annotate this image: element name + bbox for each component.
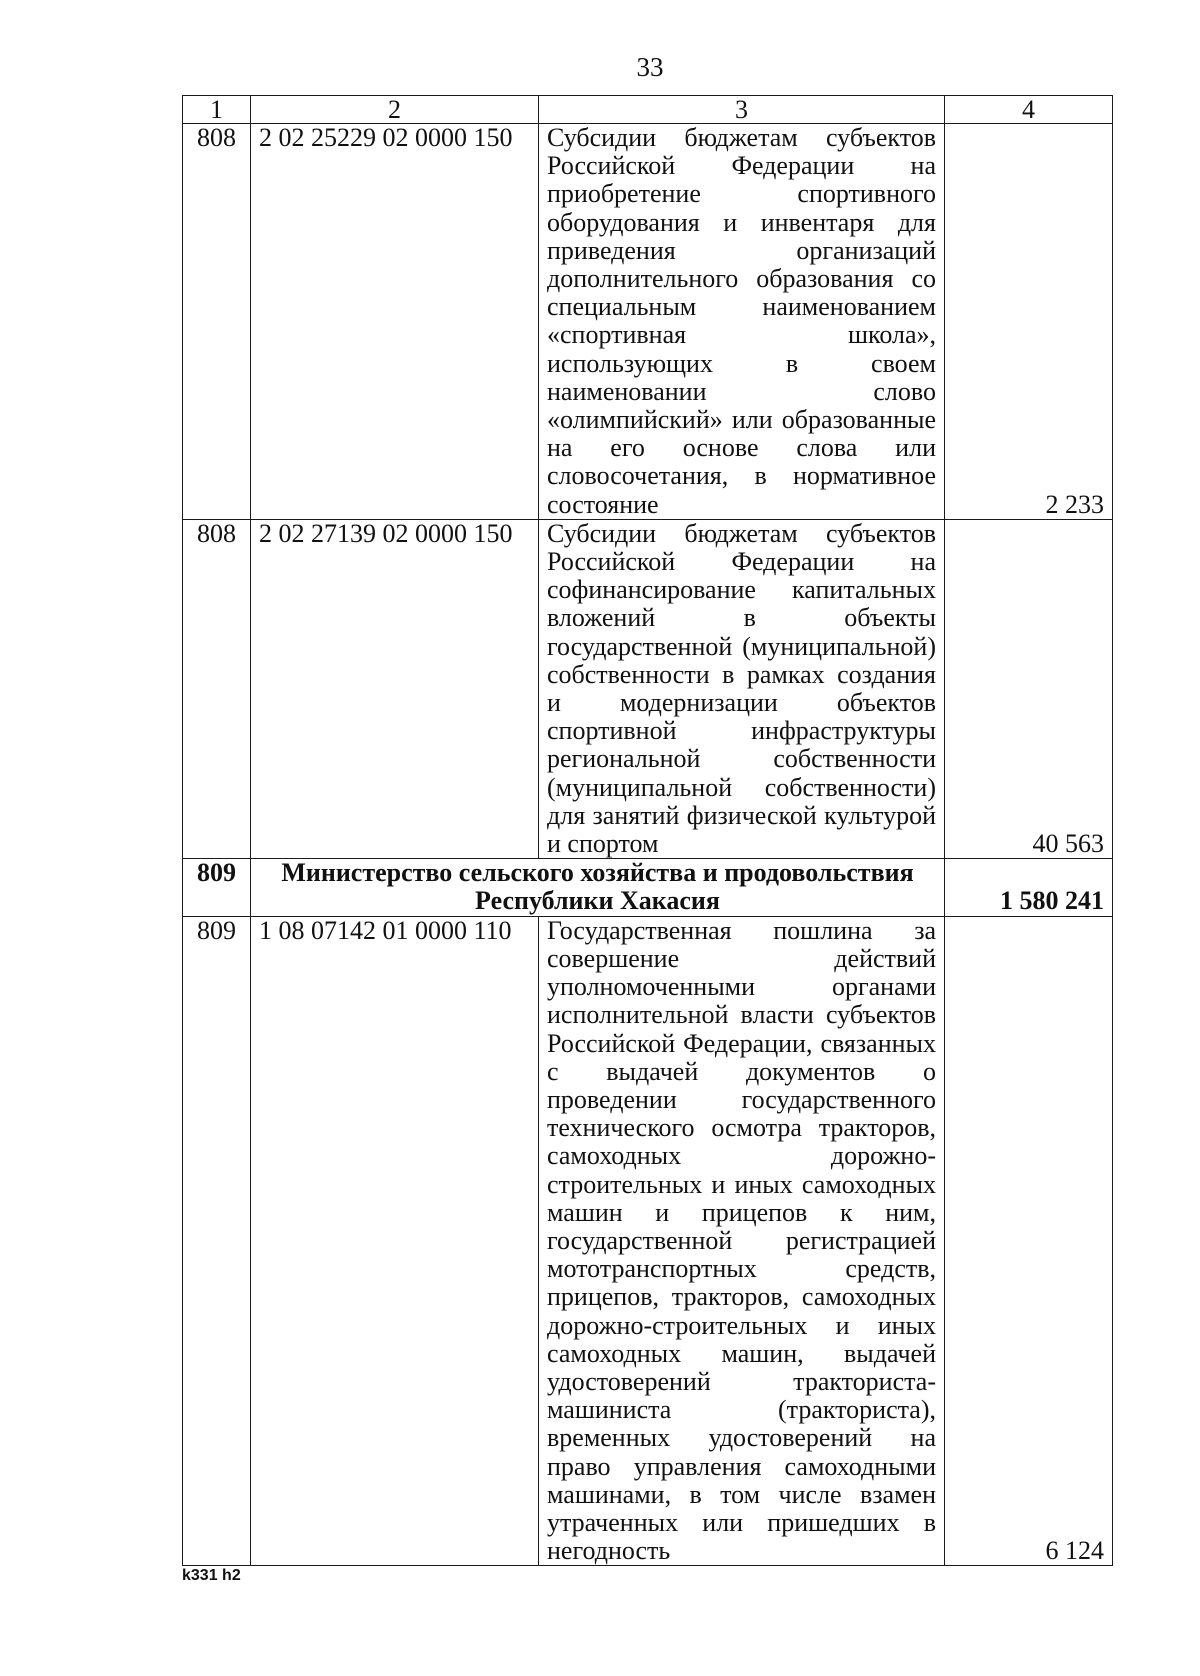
column-header-2: 2 — [251, 96, 539, 124]
admin-code-cell: 808 — [183, 124, 251, 520]
table-row — [183, 124, 1113, 520]
revenue-code-cell: 2 02 27139 02 0000 150 — [251, 519, 539, 858]
amount-cell: 40 563 — [945, 519, 1113, 858]
table-row — [183, 916, 1113, 1566]
agency-name-cell: Министерство сельского хозяйства и продовольствия Республики Хакасия — [251, 859, 945, 916]
revenue-table — [182, 95, 1113, 1566]
description-cell: Субсидии бюджетам субъектов Российской Федерации на приобретение спортивного оборудования и инвентаря для приведения организаций дополнительного образования со специальным наименованием «спортивная школа», использующих в своем наименовании слово «олимпийский» или образованные на его основе слова или словосочетания, в нормативное состояние — [539, 124, 945, 520]
description-cell: Государственная пошлина за совершение действий уполномоченными органами исполнительной власти субъектов Российской Федерации, связанных с выдачей документов о проведении государственного технического осмотра тракторов, самоходных дорожно-строительных и иных самоходных машин и прицепов к ним, государственной регистрацией мототранспортных средств, прицепов, тракторов, самоходных дорожно-строительных и иных самоходных машин, выдачей удостоверений тракториста-машиниста (тракториста), временных удостоверений на право управления самоходными машинами, в том числе взамен утраченных или пришедших в негодность — [539, 916, 945, 1566]
amount-cell: 6 124 — [945, 916, 1113, 1566]
admin-code-cell: 808 — [183, 519, 251, 858]
column-header-1: 1 — [183, 96, 251, 124]
agency-total-cell: 1 580 241 — [945, 859, 1113, 916]
description-cell: Субсидии бюджетам субъектов Российской Федерации на софинансирование капитальных вложений в объекты государственной (муниципальной) собственности в рамках создания и модернизации объектов спортивной инфраструктуры региональной собственности (муниципальной собственности) для занятий физической культурой и спортом — [539, 519, 945, 858]
document-footer-code: k331 h2 — [182, 1567, 241, 1584]
admin-code-cell: 809 — [183, 859, 251, 916]
table-row — [183, 519, 1113, 858]
page-number: 33 — [636, 52, 664, 82]
agency-row — [183, 859, 1113, 916]
admin-code-cell: 809 — [183, 916, 251, 1566]
header-row — [183, 96, 1113, 124]
column-header-3: 3 — [539, 96, 945, 124]
amount-cell: 2 233 — [945, 124, 1113, 520]
revenue-code-cell: 1 08 07142 01 0000 110 — [251, 916, 539, 1566]
column-header-4: 4 — [945, 96, 1113, 124]
revenue-code-cell: 2 02 25229 02 0000 150 — [251, 124, 539, 520]
